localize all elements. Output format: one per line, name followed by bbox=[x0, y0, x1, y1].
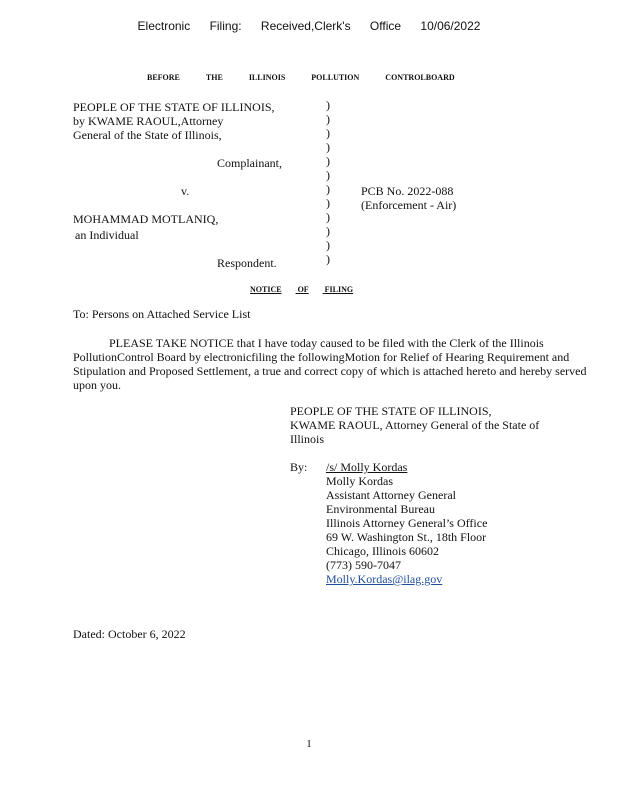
notice-of-filing-title bbox=[250, 285, 367, 294]
paren: ) bbox=[326, 140, 330, 154]
paren: ) bbox=[326, 252, 330, 266]
respondent-description: an Individual bbox=[75, 228, 139, 242]
signature-party-block bbox=[290, 404, 539, 446]
by-label: By: bbox=[290, 460, 308, 474]
header-part: Received,Clerk's bbox=[260, 19, 351, 33]
caption-plaintiff-line-2: by KWAME RAOUL,Attorney bbox=[73, 114, 224, 128]
paren: ) bbox=[326, 196, 330, 210]
notice-title-word: FILING bbox=[324, 285, 354, 294]
signature-party-line: KWAME RAOUL, Attorney General of the State of bbox=[290, 418, 540, 432]
signature-party-line: Illinois bbox=[290, 432, 325, 446]
signer-office: Illinois Attorney General’s Office bbox=[326, 516, 488, 530]
page-number: 1 bbox=[306, 738, 312, 750]
signature-party-line: PEOPLE OF THE STATE OF ILLINOIS, bbox=[290, 404, 492, 418]
board-title-word: POLLUTION bbox=[311, 73, 360, 82]
board-title-word: THE bbox=[205, 73, 223, 82]
signer-city: Chicago, Illinois 60602 bbox=[326, 544, 439, 558]
board-title-word: BEFORE bbox=[147, 73, 180, 82]
signer-bureau: Environmental Bureau bbox=[326, 502, 435, 516]
filing-stamp-header bbox=[0, 19, 618, 33]
board-title-word: ILLINOIS bbox=[248, 73, 286, 82]
paren: ) bbox=[326, 126, 330, 140]
dated-line: Dated: October 6, 2022 bbox=[73, 627, 186, 641]
caption-plaintiff-line-3: General of the State of Illinois, bbox=[73, 128, 222, 142]
signer-email-link[interactable]: Molly.Kordas@ilag.gov bbox=[326, 572, 443, 586]
respondent-name: MOHAMMAD MOTLANIQ, bbox=[73, 212, 219, 226]
paren: ) bbox=[326, 238, 330, 252]
paren: ) bbox=[326, 224, 330, 238]
board-title bbox=[147, 73, 479, 82]
caption-plaintiff-line-1: PEOPLE OF THE STATE OF ILLINOIS, bbox=[73, 100, 275, 114]
paren: ) bbox=[326, 98, 330, 112]
header-part: 10/06/2022 bbox=[420, 19, 481, 33]
to-line: To: Persons on Attached Service List bbox=[73, 307, 251, 321]
caption-parentheses bbox=[326, 98, 330, 266]
signer-phone: (773) 590-7047 bbox=[326, 558, 401, 572]
paren: ) bbox=[326, 154, 330, 168]
signature-details bbox=[326, 460, 487, 586]
paren: ) bbox=[326, 112, 330, 126]
header-part: Office bbox=[369, 19, 402, 33]
case-number: PCB No. 2022-088 bbox=[361, 184, 454, 198]
case-number-block bbox=[361, 184, 456, 212]
electronic-signature: /s/ Molly Kordas bbox=[326, 460, 408, 474]
case-type: (Enforcement - Air) bbox=[361, 198, 457, 212]
paren: ) bbox=[326, 168, 330, 182]
signer-street: 69 W. Washington St., 18th Floor bbox=[326, 530, 487, 544]
notice-title-word: NOTICE bbox=[250, 285, 282, 294]
header-part: Electronic bbox=[137, 19, 191, 33]
header-part: Filing: bbox=[209, 19, 242, 33]
paren: ) bbox=[326, 182, 330, 196]
notice-title-word: OF bbox=[297, 285, 309, 294]
versus-label: v. bbox=[181, 184, 190, 198]
signer-title: Assistant Attorney General bbox=[326, 488, 456, 502]
paren: ) bbox=[326, 210, 330, 224]
respondent-label: Respondent. bbox=[217, 256, 277, 270]
board-title-word: CONTROLBOARD bbox=[385, 73, 455, 82]
notice-body-paragraph: PLEASE TAKE NOTICE that I have today caused to be filed with the Clerk of the Illinois PollutionControl Board by electronicfiling the followingMotion for Relief of Hearing Requirement and Stipulation and Proposed Settlement, a true and correct copy of which is attached hereto and hereby served upon you. bbox=[73, 336, 587, 392]
complainant-label: Complainant, bbox=[217, 156, 282, 170]
signer-name: Molly Kordas bbox=[326, 474, 393, 488]
